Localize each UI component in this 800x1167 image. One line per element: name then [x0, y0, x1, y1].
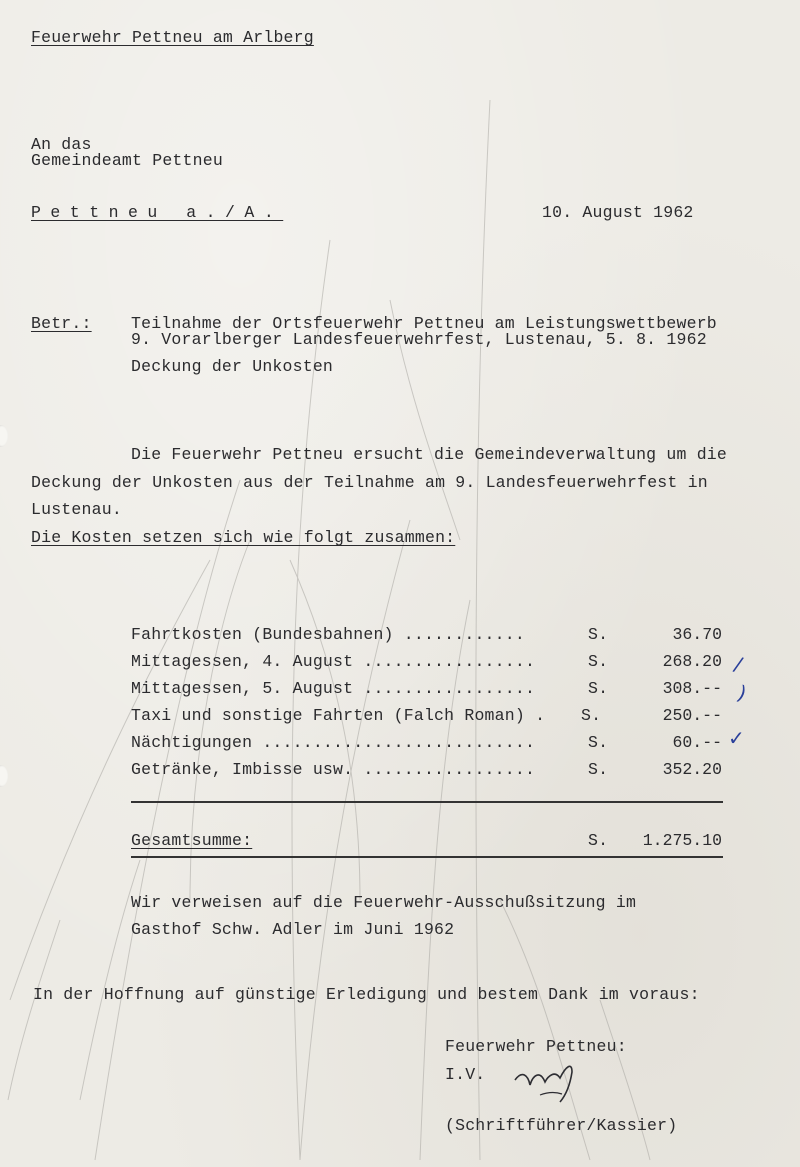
check-mark-icon: ✓ — [728, 726, 745, 750]
letter-date: 10. August 1962 — [542, 203, 694, 222]
recipient-line-2: Gemeindeamt Pettneu — [31, 151, 223, 170]
cost-amount: 308.-- — [662, 679, 722, 698]
letterhead: Feuerwehr Pettneu am Arlberg — [31, 28, 314, 47]
total-amount: 1.275.10 — [642, 831, 722, 850]
place: Pettneu a./A. — [31, 203, 284, 222]
cost-currency: S. — [588, 625, 609, 644]
cost-item: Mittagessen, 4. August ................. — [131, 652, 536, 671]
subject-line-2: 9. Vorarlberger Landesfeuerwehrfest, Lustenau, 5. 8. 1962 — [131, 330, 707, 349]
cost-amount: 352.20 — [662, 760, 722, 779]
signature-role: (Schriftführer/Kassier) — [445, 1116, 678, 1135]
cost-amount: 36.70 — [672, 625, 722, 644]
cost-item: Fahrtkosten (Bundesbahnen) ............ — [131, 625, 525, 644]
closing-line: In der Hoffnung auf günstige Erledigung und bestem Dank im voraus: — [33, 985, 700, 1004]
cost-item: Getränke, Imbisse usw. ................. — [131, 760, 536, 779]
subject-label: Betr.: — [31, 314, 92, 333]
cost-currency: S. — [588, 760, 609, 779]
signature-org: Feuerwehr Pettneu: — [445, 1037, 627, 1056]
body-line-3: Lustenau. — [31, 500, 122, 519]
body-line-2: Deckung der Unkosten aus der Teilnahme am 9. Landesfeuerwehrfest in — [31, 473, 708, 492]
total-currency: S. — [588, 831, 609, 850]
subject-line-3: Deckung der Unkosten — [131, 357, 334, 376]
cost-item: Mittagessen, 5. August ................. — [131, 679, 536, 698]
recipient-line-1: An das — [31, 135, 92, 154]
cost-amount: 250.-- — [662, 706, 722, 725]
cost-amount: 268.20 — [662, 652, 722, 671]
reference-line-2: Gasthof Schw. Adler im Juni 1962 — [131, 920, 455, 939]
signature-iv: I.V. — [445, 1065, 486, 1084]
subject-line-1: Teilnahme der Ortsfeuerwehr Pettneu am Leistungswettbewerb — [131, 314, 717, 333]
check-mark-icon: ) — [734, 680, 750, 706]
cost-item: Taxi und sonstige Fahrten (Falch Roman) . — [131, 706, 546, 725]
total-label: Gesamtsumme: — [131, 831, 253, 850]
cost-currency: S. — [588, 652, 609, 671]
body-line-1: Die Feuerwehr Pettneu ersucht die Gemeindeverwaltung um die — [131, 445, 727, 464]
cost-item: Nächtigungen ........................... — [131, 733, 536, 752]
cost-currency: S. — [588, 679, 609, 698]
costs-heading: Die Kosten setzen sich wie folgt zusammen: — [31, 528, 456, 547]
cost-amount: 60.-- — [672, 733, 722, 752]
cost-currency: S. — [588, 733, 609, 752]
cost-currency: S. — [581, 706, 602, 725]
check-mark-icon: / — [731, 651, 746, 677]
reference-line-1: Wir verweisen auf die Feuerwehr-Ausschußsitzung im — [131, 893, 637, 912]
